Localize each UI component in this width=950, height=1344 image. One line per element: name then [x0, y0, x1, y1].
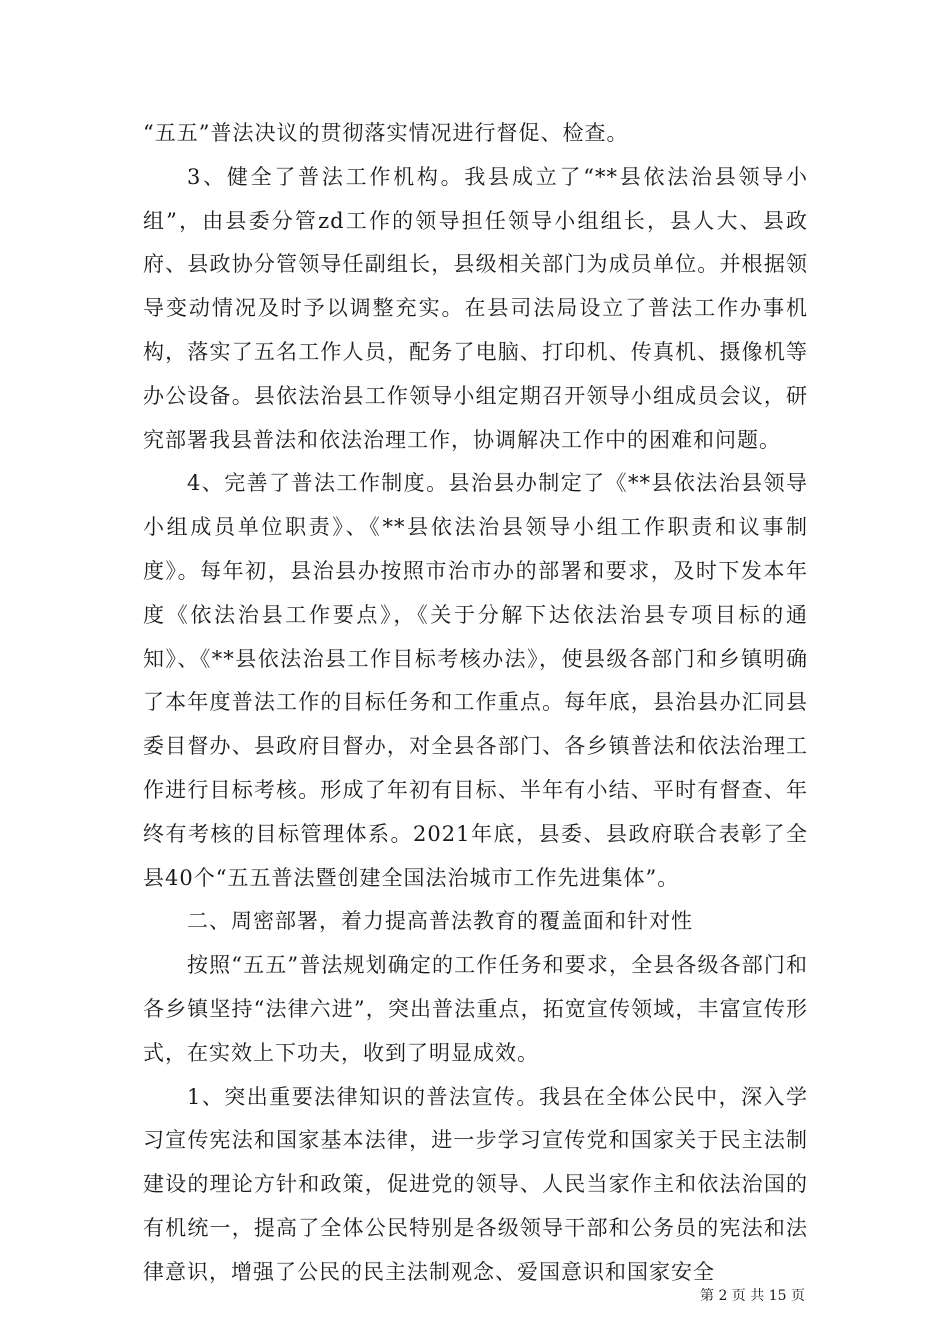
paragraph-legal-knowledge: 1、突出重要法律知识的普法宣传。我县在全体公民中，深入学习宣传宪法和国家基本法律，进一步学习宣传党和国家关于民主法制建设的理论方针和政策，促进党的领导、人民当家作主和依法治国的有机统一，提高了全体公民特别是各级领导干部和公务员的宪法和法律意识，增强了公民的民主法制观念、爱国意识和国家安全: [143, 1084, 808, 1284]
paragraph-continuation: “五五”普法决议的贯彻落实情况进行督促、检查。: [143, 121, 629, 145]
paragraph-organization: 3、健全了普法工作机构。我县成立了“**县依法治县领导小组”，由县委分管zd工作的领导担任领导小组组长，县人大、县政府、县政协分管领导任副组长，县级相关部门为成员单位。并根据领导变动情况及时予以调整充实。在县司法局设立了普法工作办事机构，落实了五名工作人员，配务了电脑、打印机、传真机、摄像机等办公设备。县依法治县工作领导小组定期召开领导小组成员会议，研究部署我县普法和依法治理工作，协调解决工作中的困难和问题。: [143, 164, 808, 452]
paragraph-system: 4、完善了普法工作制度。县治县办制定了《**县依法治县领导小组成员单位职责》、《**县依法治县领导小组工作职责和议事制度》。每年初，县治县办按照市治市办的部署和要求，及时下发本年度《依法治县工作要点》，《关于分解下达依法治县专项目标的通知》、《**县依法治县工作目标考核办法》，使县级各部门和乡镇明确了本年度普法工作的目标任务和工作重点。每年底，县治县办汇同县委目督办、县政府目督办，对全县各部门、各乡镇普法和依法治理工作进行目标考核。形成了年初有目标、半年有小结、平时有督查、年终有考核的目标管理体系。2021年底，县委、县政府联合表彰了全县40个“五五普法暨创建全国法治城市工作先进集体”。: [143, 471, 808, 890]
section-heading-2: 二、周密部署，着力提高普法教育的覆盖面和针对性: [187, 909, 693, 934]
paragraph-intro: 按照“五五”普法规划确定的工作任务和要求，全县各级各部门和各乡镇坚持“法律六进”，突出普法重点，拓宽宣传领域，丰富宣传形式，在实效上下功夫，收到了明显成效。: [143, 953, 808, 1065]
document-body: [143, 112, 808, 1295]
page-number-footer: 第 2 页 共 15 页: [700, 1288, 805, 1304]
